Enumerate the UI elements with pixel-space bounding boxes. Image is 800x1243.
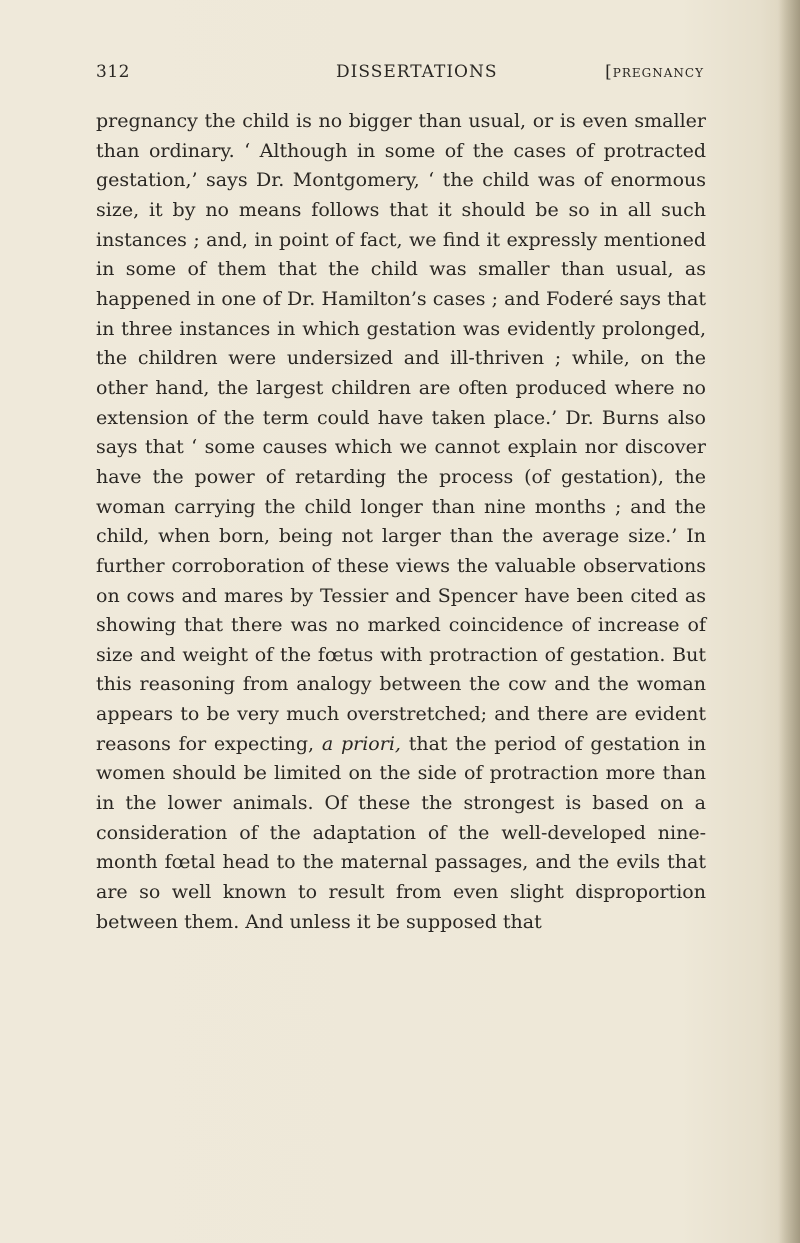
page-edge-shadow <box>778 0 800 1243</box>
body-text-part-2: that the period of gestation in women should be limited on the side of protraction more than in the lower animals. Of these the strongest is based on a consideration of the adaptation of the well-developed nine-month fœtal head to the maternal passages, and the evils that are so well known to result from even slight disproportion between them. And unless it be supposed that <box>96 732 706 933</box>
section-tag: [pregnancy <box>605 62 704 82</box>
running-header <box>96 62 704 90</box>
body-text-part-1: pregnancy the child is no bigger than usual, or is even smaller than ordinary. ‘ Although in some of the cases of protracted gestation,’ says Dr. Montgomery, ‘ the child was of enormous size, it by no means follows that it should be so in all such instances ; and, in point of fact, we find it expressly mentioned in some of them that the child was smaller than usual, as happened in one of Dr. Hamilton’s cases ; and Foderé says that in three instances in which gestation was evidently prolonged, the children were undersized and ill-thriven ; while, on the other hand, the largest children are often produced where no extension of the term could have taken place.’ Dr. Burns also says that ‘ some causes which we cannot explain nor discover have the power of retarding the process (of gestation), the woman carrying the child longer than nine months ; and the child, when born, being not larger than the average size.’ In further corroboration of these views the valuable observations on cows and mares by Tessier and Spencer have been cited as showing that there was no marked coincidence of increase of size and weight of the fœtus with protraction of gestation. But this reasoning from analogy between the cow and the woman appears to be very much overstretched; and there are evident reasons for expecting, <box>96 110 706 755</box>
italic-phrase: a priori, <box>321 732 401 755</box>
running-title: DISSERTATIONS <box>336 62 498 82</box>
body-paragraph <box>96 107 706 937</box>
page-number: 312 <box>96 62 130 82</box>
